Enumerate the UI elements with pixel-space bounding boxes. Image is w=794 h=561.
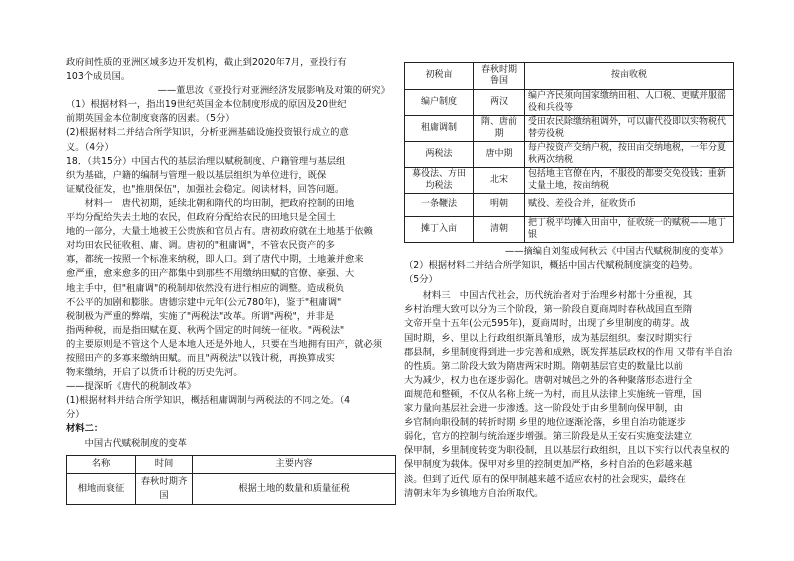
question-line: 前期英国金本位制度衰落的因素。（5分） (66, 113, 235, 125)
text-line: 的性质。第二阶段大致为隋唐两宋时期。隋朝基层官吏的数量比以前 (404, 360, 683, 372)
tax-table-continued (404, 62, 734, 243)
table-cell: 包括地主官僚在内，不服役的都要交免役钱；重新丈量土地，按亩纳税 (525, 168, 734, 194)
text-line: 文帝开皇十五年(公元595年)，夏商周时，出现了乡里制度的萌芽。战 (404, 318, 690, 330)
text-line: 平均分配给失去土地的农民，但政府分配给农民的田地只是全国土 (66, 212, 336, 224)
text-line: 103个成员国。 (66, 71, 131, 83)
table-cell: 把丁税平均摊入田亩中，征收统一的赋税——地丁银 (525, 217, 734, 243)
tax-table-top (66, 455, 396, 505)
text-line: 保甲制，乡里制度转变为职役制，且以基层行政组织，且以下实行以代表皇权的 (404, 445, 730, 457)
table-cell: 每户按资产交纳户税，按田亩交纳地税，一年分夏秋两次纳税 (525, 142, 734, 168)
table-header: 主要内容 (193, 455, 396, 473)
text-line: 家力量向基层社会进一步渗透。这一阶段处于由乡里制向保甲制，由 (404, 403, 683, 415)
text-line: 弱化，官方的控制与统治逐步增强。第三阶段是从王安石实施变法建立 (404, 431, 693, 443)
text-line: 清朝末年为乡镇地方自治所取代。 (404, 487, 544, 499)
table-cell: 受田农民除缴纳租调外，可以庸代役即以实物税代替劳役税 (525, 116, 734, 142)
text-line: 材料一 唐代初期，延续北朝和隋代的均田制，把政府控制的田地 (84, 197, 355, 209)
table-header: 名称 (67, 455, 136, 473)
text-line: 材料三 中国古代社会，历代统治者对于治理乡村都十分重视，其 (422, 290, 693, 302)
table-cell: 两汉 (474, 90, 525, 116)
text-line: 大为减少，权力也在逐步弱化。唐朝对城邑之外的各种聚落形态进行全 (404, 374, 693, 386)
table-cell: 春秋时期齐国 (136, 473, 193, 504)
text-line: 的主要原则是不管这个人是本地人还是外地人，只要在当地拥有田产，就必须 (66, 338, 383, 350)
text-line: 愈严重，愈来愈多的田产都集中到那些不用缴纳田赋的官僚、豪强、大 (66, 268, 355, 280)
table-cell: 赋役、差役合并，征收货币 (525, 194, 734, 217)
text-line: 地主手中，但"租庸调"的税制却依然没有进行相应的调整。造成税负 (66, 282, 345, 294)
table-cell: 两税法 (405, 142, 474, 168)
table-cell: 摊丁入亩 (405, 217, 474, 243)
table-cell: 初税亩 (405, 63, 474, 90)
question-line: (1)根据材料并结合所学知识，概括租庸调制与两税法的不同之处。（4 (66, 395, 351, 407)
table-cell: 根据土地的数量和质量征税 (193, 473, 396, 504)
question-line: （1）根据材料一，指出19世纪英国金本位制度形成的原因及20世纪 (66, 99, 347, 111)
question-line: (2)根据材料二并结合所学知识，分析亚洲基础设施投资银行成立的意 (66, 127, 349, 139)
table-cell: 明朝 (474, 194, 525, 217)
text-line: 乡官制向职役制的转折时期 乡里的地位逐渐沦落，乡里自治功能逐步 (404, 417, 686, 429)
text-line: 国时期，乡、里以上行政组织渐具雏形，成为基层组织。秦汉时期实行 (404, 332, 693, 344)
text-line: 淡。但到了近代 原有的保甲制越来越不适应农村的社会现实，最终在 (404, 473, 686, 485)
text-line: 织为基础，户籍的编制与管理一般以基层组织为单位进行，既保 (66, 169, 327, 181)
text-line: 地的一部分，大量土地被王公贵族和官员占有。唐初政府就在土地基于依赖 (66, 226, 373, 238)
text-line: 不公平的加剧和膨胀。唐德宗建中元年(公元780年)，鉴于"租庸调" (66, 296, 342, 308)
left-column (66, 56, 396, 505)
table-cell: 北宋 (474, 168, 525, 194)
question-line: （5分） (404, 274, 438, 286)
question-line: 18．（共15分）中国古代的基层治理以赋税制度、户籍管理与基层组 (66, 155, 346, 167)
table-cell: 隋、唐前期 (474, 116, 525, 142)
text-line: 指两种税，而是指田赋在夏、秋两个固定的时间统一征收。"两税法" (66, 324, 345, 336)
table-cell: 相地而衰征 (67, 473, 136, 504)
table-caption: 中国古代赋税制度的变革 (84, 437, 187, 449)
text-line: 按照田产的多寡来缴纳田赋。而且"两税法"以钱计税，再换算成实 (66, 352, 335, 364)
table-cell: 募役法、方田均税法 (405, 168, 474, 194)
citation: ——董思汝《亚投行对亚洲经济发展影响及对策的研究》 (157, 85, 390, 97)
right-column (404, 62, 734, 501)
text-line: 政府间性质的亚洲区域多边开发机构，截止到2020年7月，亚投行有 (66, 57, 347, 68)
text-line: 税制极为严重的弊端，实施了"两税法"改革。所谓"两税"，并非是 (66, 310, 335, 322)
table-cell: 春秋时期鲁国 (474, 63, 525, 90)
text-line: 乡村治理大致可以分为三个阶段，第一阶段自夏商周时春秋战国直至隋 (404, 304, 693, 316)
text-line: 保甲制度为载体。保甲对乡里的控制更加严格，乡村自治的色彩越来越 (404, 459, 693, 471)
text-line: 物来缴纳，开启了以货币计税的历史先河。 (66, 367, 243, 379)
question-line: （2）根据材料二并结合所学知识，概括中国古代赋税制度演变的趋势。 (404, 260, 699, 272)
material-heading: 材料二： (66, 423, 104, 435)
table-cell: 编户齐民须向国家缴纳田租、人口税、更赋并服徭役和兵役等 (525, 90, 734, 116)
text-line: 对均田农民征收租、庸、调。唐初的"租庸调"，不管农民资产的多 (66, 240, 335, 252)
question-line: 义。（4分） (66, 141, 114, 153)
table-header: 时间 (136, 455, 193, 473)
text-line: 面规范和整顿，不仅从名称上统一为村，而且从法律上实施统一管理，国 (404, 388, 702, 400)
table-cell: 一条鞭法 (405, 194, 474, 217)
table-cell: 唐中期 (474, 142, 525, 168)
table-cell: 按亩收税 (525, 63, 734, 90)
question-line: 分） (66, 409, 85, 421)
text-line: 郡县制，乡里制度得到进一步完善和成熟，既发挥基层政权的作用 又带有半自治 (404, 346, 733, 358)
table-cell: 编户制度 (405, 90, 474, 116)
citation: ——提深昕《唐代的税制改革》 (66, 381, 197, 393)
citation: ——摘编自刘玺成何秋云《中国古代赋税制度的变革》 (504, 246, 728, 257)
text-line: 寡，都统一按照一个标准来纳税，即人口。到了唐代中期，土地兼并愈来 (66, 254, 364, 266)
table-cell: 清朝 (474, 217, 525, 243)
table-cell: 租庸调制 (405, 116, 474, 142)
text-line: 证赋役征发，也"推朋保伍"，加强社会稳定。阅读材料，回答问题。 (66, 183, 345, 195)
